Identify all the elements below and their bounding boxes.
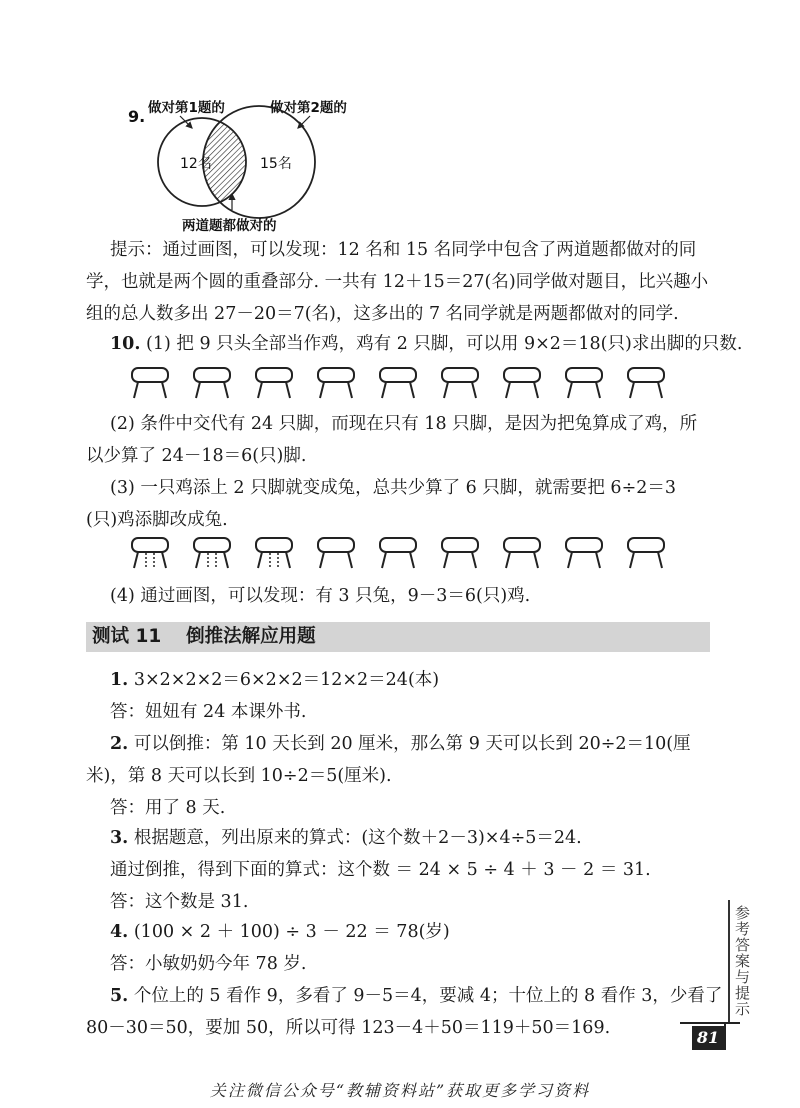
q10-number: 10.	[110, 334, 141, 354]
q10-part2-line-1: (2) 条件中交代有 24 只脚，而现在只有 18 只脚，是因为把兔算成了鸡，所	[110, 414, 698, 434]
right-count: 15名	[260, 156, 292, 172]
answer-text: 80－30＝50，要加 50，所以可得 123－4＋50＝119＋50＝169.	[86, 1018, 611, 1038]
answer-line	[110, 984, 722, 1008]
stools-row-1	[128, 366, 678, 402]
answer-text: 答：这个数是 31.	[110, 892, 249, 912]
chicken-stool	[194, 368, 230, 398]
chicken-stool	[442, 538, 478, 568]
chicken-stool	[380, 368, 416, 398]
venn-label-q1: 做对第1题的	[148, 100, 225, 116]
answer-text: 3×2×2×2＝6×2×2＝12×2＝24(本)	[133, 670, 440, 690]
answer-text: 答：妞妞有 24 本课外书.	[110, 702, 307, 722]
answer-text: 根据题意，列出原来的算式：(这个数＋2－3)×4÷5＝24.	[133, 828, 582, 848]
q10-part4: (4) 通过画图，可以发现：有 3 只兔，9－3＝6(只)鸡.	[110, 586, 531, 606]
rabbit-stool	[256, 538, 292, 568]
q10-line-1	[110, 332, 742, 356]
chicken-stool	[256, 368, 292, 398]
answer-text: 可以倒推：第 10 天长到 20 厘米，那么第 9 天可以长到 20÷2＝10(厘	[133, 734, 691, 754]
section-title: 测试 11 倒推法解应用题	[92, 626, 316, 647]
hint-line-2: 学，也就是两个圆的重叠部分. 一共有 12＋15＝27(名)同学做对题目，比兴趣小	[86, 272, 709, 292]
answer-text: (100 × 2 ＋ 100) ÷ 3 － 22 ＝ 78(岁)	[133, 922, 450, 942]
chicken-stool	[628, 538, 664, 568]
chicken-stool	[442, 368, 478, 398]
answer-line	[110, 826, 582, 850]
hint-line-3: 组的总人数多出 27－20＝7(名)，这多出的 7 名同学就是两题都做对的同学.	[86, 304, 679, 324]
side-tab-label: 参考答案与提示	[733, 905, 751, 1017]
answer-number: 5.	[110, 986, 129, 1006]
rabbit-stool	[194, 538, 230, 568]
answer-number: 4.	[110, 922, 129, 942]
chicken-stool	[628, 368, 664, 398]
page-number: 81	[692, 1026, 724, 1050]
answer-line	[110, 952, 306, 976]
venn-label-q2: 做对第2题的	[270, 100, 347, 116]
overlap-label: 两道题都做对的	[182, 218, 277, 234]
answer-line	[110, 920, 450, 944]
answer-text: 答：小敏奶奶今年 78 岁.	[110, 954, 307, 974]
chicken-stool	[318, 538, 354, 568]
chicken-stool	[566, 368, 602, 398]
answer-text: 米)，第 8 天可以长到 10÷2＝5(厘米).	[86, 766, 392, 786]
answer-number: 2.	[110, 734, 129, 754]
q10-part3-line-2: (只)鸡添脚改成兔.	[86, 510, 228, 530]
stools-row-2	[128, 536, 678, 572]
q10-part2-line-2: 以少算了 24－18＝6(只)脚.	[86, 446, 307, 466]
answer-number: 1.	[110, 670, 129, 690]
answer-line	[110, 732, 691, 756]
answer-line	[110, 796, 225, 820]
footer-watermark: 关注微信公众号“教辅资料站”获取更多学习资料	[209, 1081, 591, 1100]
rabbit-stool	[132, 538, 168, 568]
chicken-stool	[380, 538, 416, 568]
answer-line	[86, 764, 392, 788]
q10-part1: (1) 把 9 只头全部当作鸡，鸡有 2 只脚，可以用 9×2＝18(只)求出脚的只数.	[146, 334, 743, 354]
answer-text: 通过倒推，得到下面的算式：这个数 ＝ 24 × 5 ÷ 4 ＋ 3 － 2 ＝ 31.	[110, 860, 651, 880]
answer-line	[110, 858, 651, 882]
hint-line-1: 提示：通过画图，可以发现：12 名和 15 名同学中包含了两道题都做对的同	[110, 240, 697, 260]
page-rule-vertical	[724, 1024, 726, 1050]
chicken-stool	[132, 368, 168, 398]
answer-line	[86, 1016, 610, 1040]
answer-line	[110, 668, 439, 692]
answer-text: 个位上的 5 看作 9，多看了 9－5＝4，要减 4；十位上的 8 看作 3，少看了	[133, 986, 723, 1006]
chicken-stool	[504, 368, 540, 398]
left-count: 12名	[180, 156, 212, 172]
page-rule	[680, 1022, 740, 1024]
chicken-stool	[504, 538, 540, 568]
answer-line	[110, 700, 306, 724]
answer-text: 答：用了 8 天.	[110, 798, 226, 818]
chicken-stool	[318, 368, 354, 398]
question-number: 9.	[128, 107, 146, 126]
chicken-stool	[566, 538, 602, 568]
q10-part3-line-1: (3) 一只鸡添上 2 只脚就变成兔，总共少算了 6 只脚，就需要把 6÷2＝3	[110, 478, 676, 498]
answer-number: 3.	[110, 828, 129, 848]
answer-line	[110, 890, 248, 914]
venn-diagram	[120, 92, 380, 242]
